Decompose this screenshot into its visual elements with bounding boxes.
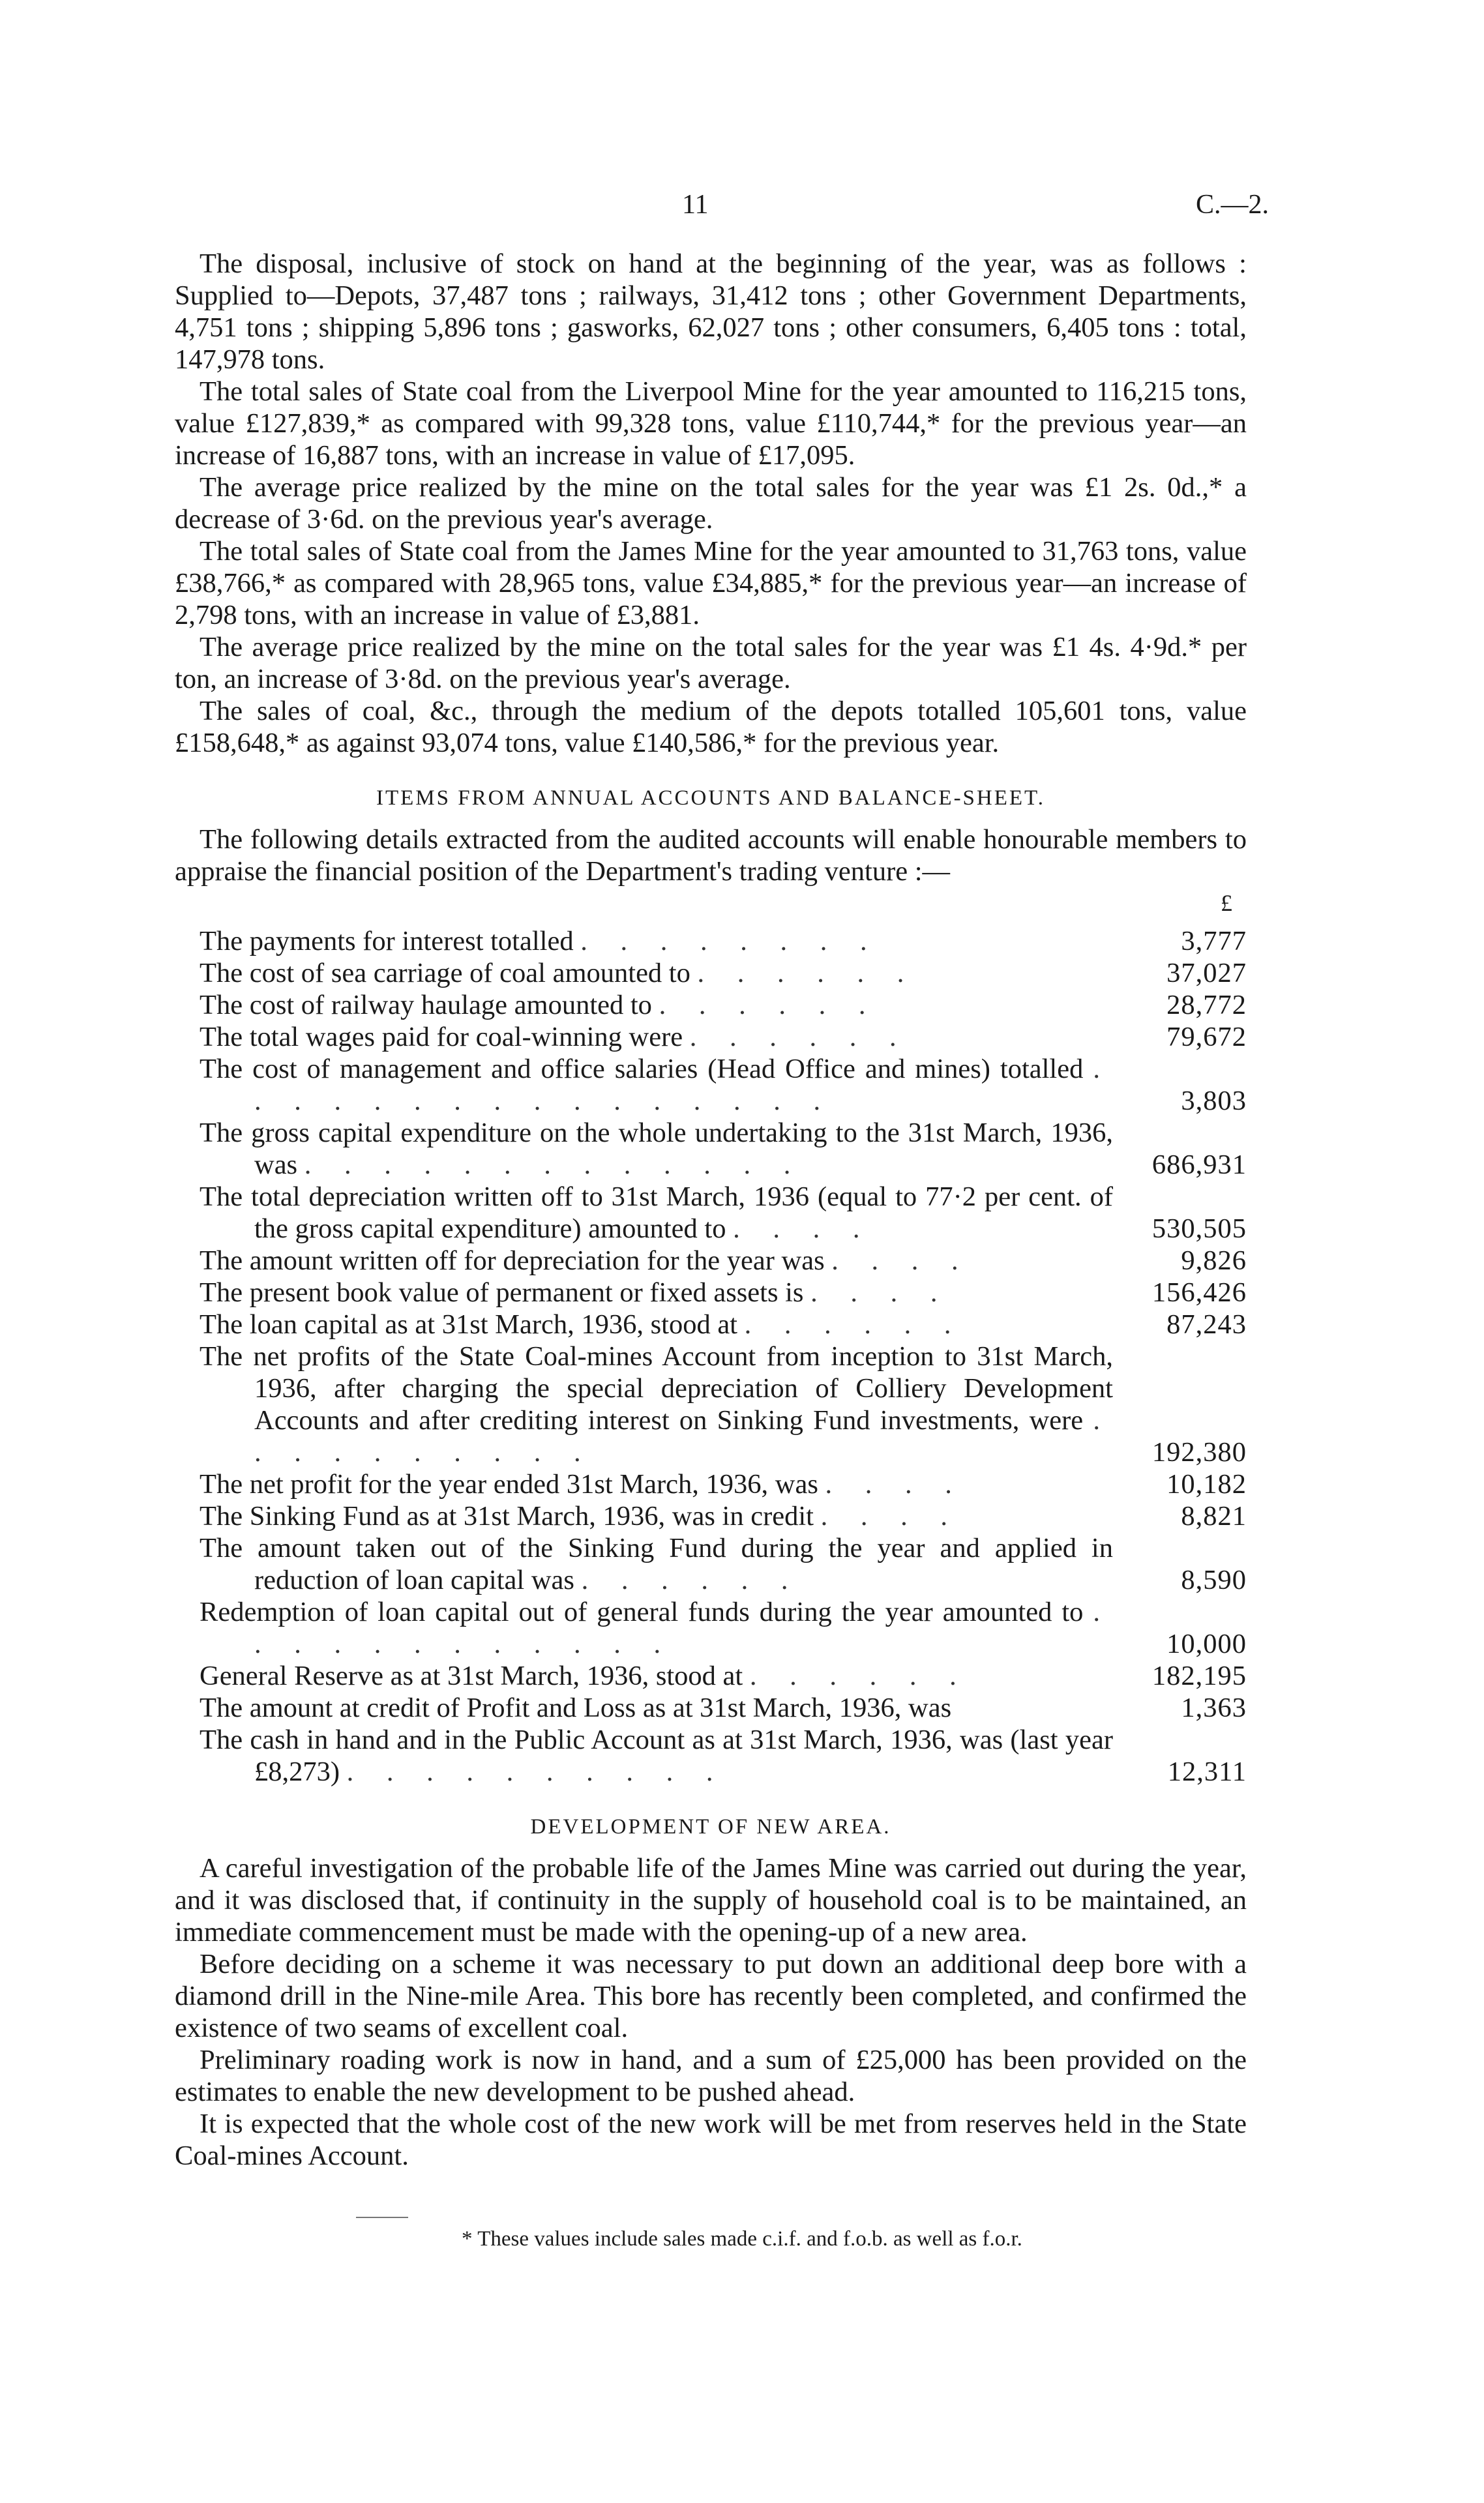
account-item-label: The total wages paid for coal-winning were	[200, 1022, 683, 1052]
account-item-text	[200, 1053, 1113, 1117]
account-item-label: The Sinking Fund as at 31st March, 1936, was in credit	[200, 1501, 814, 1532]
currency-column-label: £	[1221, 890, 1232, 916]
dot-leaders: . . . . . .	[749, 1661, 970, 1691]
account-item-amount: 182,195	[1151, 1661, 1247, 1691]
account-item-amount: 9,826	[1181, 1245, 1247, 1276]
account-item-amount: 87,243	[1166, 1309, 1247, 1340]
account-item-amount: 10,000	[1166, 1629, 1247, 1659]
account-item-label: The net profits of the State Coal-mines Account from inception to 31st March, 1936, after charging the special depreciation of Colliery Development Accounts and after crediting interest on Sinking Fund investments, were	[200, 1341, 1113, 1436]
dot-leaders: . . . .	[733, 1213, 873, 1244]
paragraph-james-mine-investigation: A careful investigation of the probable life of the James Mine was carried out during the year, and it was disclosed that, if continuity in the supply of household coal is to be maintained, an immediate commencement must be made with the opening-up of a new area.	[175, 1853, 1247, 1948]
dot-leaders: . . . .	[810, 1277, 951, 1308]
account-item	[200, 925, 1247, 957]
account-item-text	[200, 1245, 1113, 1277]
account-item-text	[200, 989, 1113, 1021]
account-item-text	[200, 1532, 1113, 1596]
account-item-text	[200, 1500, 1113, 1532]
account-item-amount: 79,672	[1166, 1022, 1247, 1052]
paragraph-liverpool-sales: The total sales of State coal from the Liverpool Mine for the year amounted to 116,215 tons, value £127,839,* as compared with 99,328 tons, value £110,744,* for the previous year—an increase of 16,887 tons, with an increase in value of £17,095.	[175, 376, 1247, 471]
account-item	[200, 1692, 1247, 1724]
account-item-amount: 530,505	[1151, 1213, 1247, 1244]
paragraph-disposal: The disposal, inclusive of stock on hand at the beginning of the year, was as follows : Supplied to—Depots, 37,487 tons ; railways, 31,412 tons ; other Government Departments, 4,751 tons ; shipping 5,896 tons ; gasworks, 62,027 tons ; other consumers, 6,405 tons : total, 147,978 tons.	[175, 248, 1247, 375]
dot-leaders: . . . .	[820, 1501, 960, 1532]
account-item-text	[200, 1660, 1113, 1692]
account-item-amount: 8,590	[1181, 1565, 1247, 1595]
account-item-text	[200, 1724, 1113, 1788]
account-item-amount: 3,777	[1181, 926, 1247, 956]
section-heading-accounts: ITEMS FROM ANNUAL ACCOUNTS AND BALANCE-SHEET.	[376, 786, 1046, 810]
account-item-label: The cash in hand and in the Public Account as at 31st March, 1936, was (last year £8,273)	[200, 1725, 1113, 1787]
account-item-text	[200, 1468, 1113, 1500]
accounts-intro: The following details extracted from the audited accounts will enable honourable members to appraise the financial position of the Department's trading venture :—	[175, 824, 1247, 887]
paragraph-liverpool-price: The average price realized by the mine on the total sales for the year was £1 2s. 0d.,* a decrease of 3·6d. on the previous year's average.	[175, 472, 1247, 535]
dot-leaders: . . . . . . . . . .	[346, 1756, 726, 1787]
annual-accounts-section	[175, 782, 1247, 1788]
development-section	[175, 1811, 1247, 2172]
account-item-label: The cost of management and office salaries (Head Office and mines) totalled	[200, 1054, 1084, 1084]
account-item-amount: 192,380	[1151, 1437, 1247, 1468]
footnote: * These values include sales made c.i.f. and f.o.b. as well as f.o.r.	[462, 2227, 1022, 2251]
section-heading-development: DEVELOPMENT OF NEW AREA.	[530, 1815, 891, 1839]
account-item	[200, 1245, 1247, 1277]
account-item-amount: 686,931	[1151, 1149, 1247, 1180]
account-item-text	[200, 1181, 1113, 1245]
account-item	[200, 1724, 1247, 1788]
paragraph-james-price: The average price realized by the mine on the total sales for the year was £1 4s. 4·9d.* per ton, an increase of 3·8d. on the previous year's average.	[175, 632, 1247, 694]
account-item-label: The payments for interest totalled	[200, 926, 574, 956]
account-item-label: The cost of sea carriage of coal amounted to	[200, 958, 690, 988]
account-item	[200, 989, 1247, 1021]
account-item-label: General Reserve as at 31st March, 1936, stood at	[200, 1661, 743, 1691]
account-item-amount: 12,311	[1167, 1756, 1247, 1787]
dot-leaders: . . . . . . . . . . . . .	[304, 1149, 804, 1180]
paragraph-cost-from-reserves: It is expected that the whole cost of the new work will be met from reserves held in the State Coal-mines Account.	[175, 2109, 1247, 2171]
account-item	[200, 1468, 1247, 1500]
account-item	[200, 1021, 1247, 1053]
account-item	[200, 1309, 1247, 1340]
account-item	[200, 1117, 1247, 1181]
dot-leaders: . . . . . .	[744, 1309, 964, 1340]
account-item-label: The amount at credit of Profit and Loss as at 31st March, 1936, was	[200, 1693, 952, 1723]
dot-leaders: . . . . . .	[697, 958, 917, 988]
account-item-amount: 1,363	[1181, 1693, 1247, 1723]
account-item-amount: 156,426	[1151, 1277, 1247, 1308]
account-item-amount: 3,803	[1181, 1086, 1247, 1116]
account-item-text	[200, 1277, 1113, 1309]
page-header	[0, 189, 1484, 228]
document-reference: C.—2.	[1195, 190, 1269, 220]
dot-leaders: . . . . . .	[659, 990, 879, 1020]
paragraph-james-sales: The total sales of State coal from the James Mine for the year amounted to 31,763 tons, value £38,766,* as compared with 28,965 tons, value £34,885,* for the previous year—an increase of 2,798 tons, with an increase in value of £3,881.	[175, 536, 1247, 630]
paragraph-diamond-drill-bore: Before deciding on a scheme it was necessary to put down an additional deep bore with a diamond drill in the Nine-mile Area. This bore has recently been completed, and confirmed the existence of two seams of excellent coal.	[175, 1949, 1247, 2043]
account-item-label: The total depreciation written off to 31st March, 1936 (equal to 77·2 per cent. of the gross capital expenditure) amounted to	[200, 1181, 1113, 1244]
account-item	[200, 1500, 1247, 1532]
dot-leaders: . . . .	[825, 1469, 965, 1500]
account-item-amount: 37,027	[1166, 958, 1247, 988]
paragraph-depot-sales: The sales of coal, &c., through the medium of the depots totalled 105,601 tons, value £158,648,* as against 93,074 tons, value £140,586,* for the previous year.	[175, 696, 1247, 758]
account-item	[200, 957, 1247, 989]
account-item-label: The cost of railway haulage amounted to	[200, 990, 652, 1020]
account-item	[200, 1181, 1247, 1245]
dot-leaders: . . . . . . . . . . . . . . . .	[254, 1054, 1113, 1116]
account-item	[200, 1532, 1247, 1596]
account-item-text	[200, 1309, 1113, 1340]
dot-leaders: . . . .	[831, 1245, 972, 1276]
account-item-text	[200, 1596, 1113, 1660]
account-item-label: The present book value of permanent or fixed assets is	[200, 1277, 804, 1308]
account-item-label: The gross capital expenditure on the whole undertaking to the 31st March, 1936, was	[200, 1118, 1113, 1180]
sales-summary-section	[175, 248, 1247, 759]
dot-leaders: . . . . . . . .	[580, 926, 880, 956]
dot-leaders: . . . . . .	[581, 1565, 801, 1595]
account-item-amount: 8,821	[1181, 1501, 1247, 1532]
account-item	[200, 1053, 1247, 1117]
account-item-label: The loan capital as at 31st March, 1936, stood at	[200, 1309, 737, 1340]
account-item-amount: 28,772	[1166, 990, 1247, 1020]
account-item	[200, 1596, 1247, 1660]
footnote-divider	[356, 2217, 408, 2218]
account-item-text	[200, 1692, 1113, 1724]
dot-leaders: . . . . . .	[689, 1022, 910, 1052]
account-item-text	[200, 1117, 1113, 1181]
account-item	[200, 1277, 1247, 1309]
account-item-text	[200, 957, 1113, 989]
accounts-items-list	[200, 925, 1247, 1788]
account-item	[200, 1660, 1247, 1692]
page-number: 11	[682, 190, 709, 220]
account-item-text	[200, 1021, 1113, 1053]
paragraph-roading-work: Preliminary roading work is now in hand, and a sum of £25,000 has been provided on the estimates to enable the new development to be pushed ahead.	[175, 2045, 1247, 2107]
account-item-label: The amount written off for depreciation for the year was	[200, 1245, 825, 1276]
dot-leaders: . . . . . . . . . .	[254, 1405, 1113, 1468]
account-item-text	[200, 925, 1113, 957]
page-body	[175, 248, 1247, 2172]
account-item-amount: 10,182	[1166, 1469, 1247, 1500]
account-item-label: The net profit for the year ended 31st March, 1936, was	[200, 1469, 818, 1500]
account-item	[200, 1340, 1247, 1468]
account-item-text	[200, 1340, 1113, 1468]
account-item-label: Redemption of loan capital out of general funds during the year amounted to	[200, 1597, 1084, 1627]
dot-leaders: . . . . . . . . . . . .	[254, 1597, 1114, 1659]
account-item-label: The amount taken out of the Sinking Fund during the year and applied in reduction of loan capital was	[200, 1533, 1113, 1595]
